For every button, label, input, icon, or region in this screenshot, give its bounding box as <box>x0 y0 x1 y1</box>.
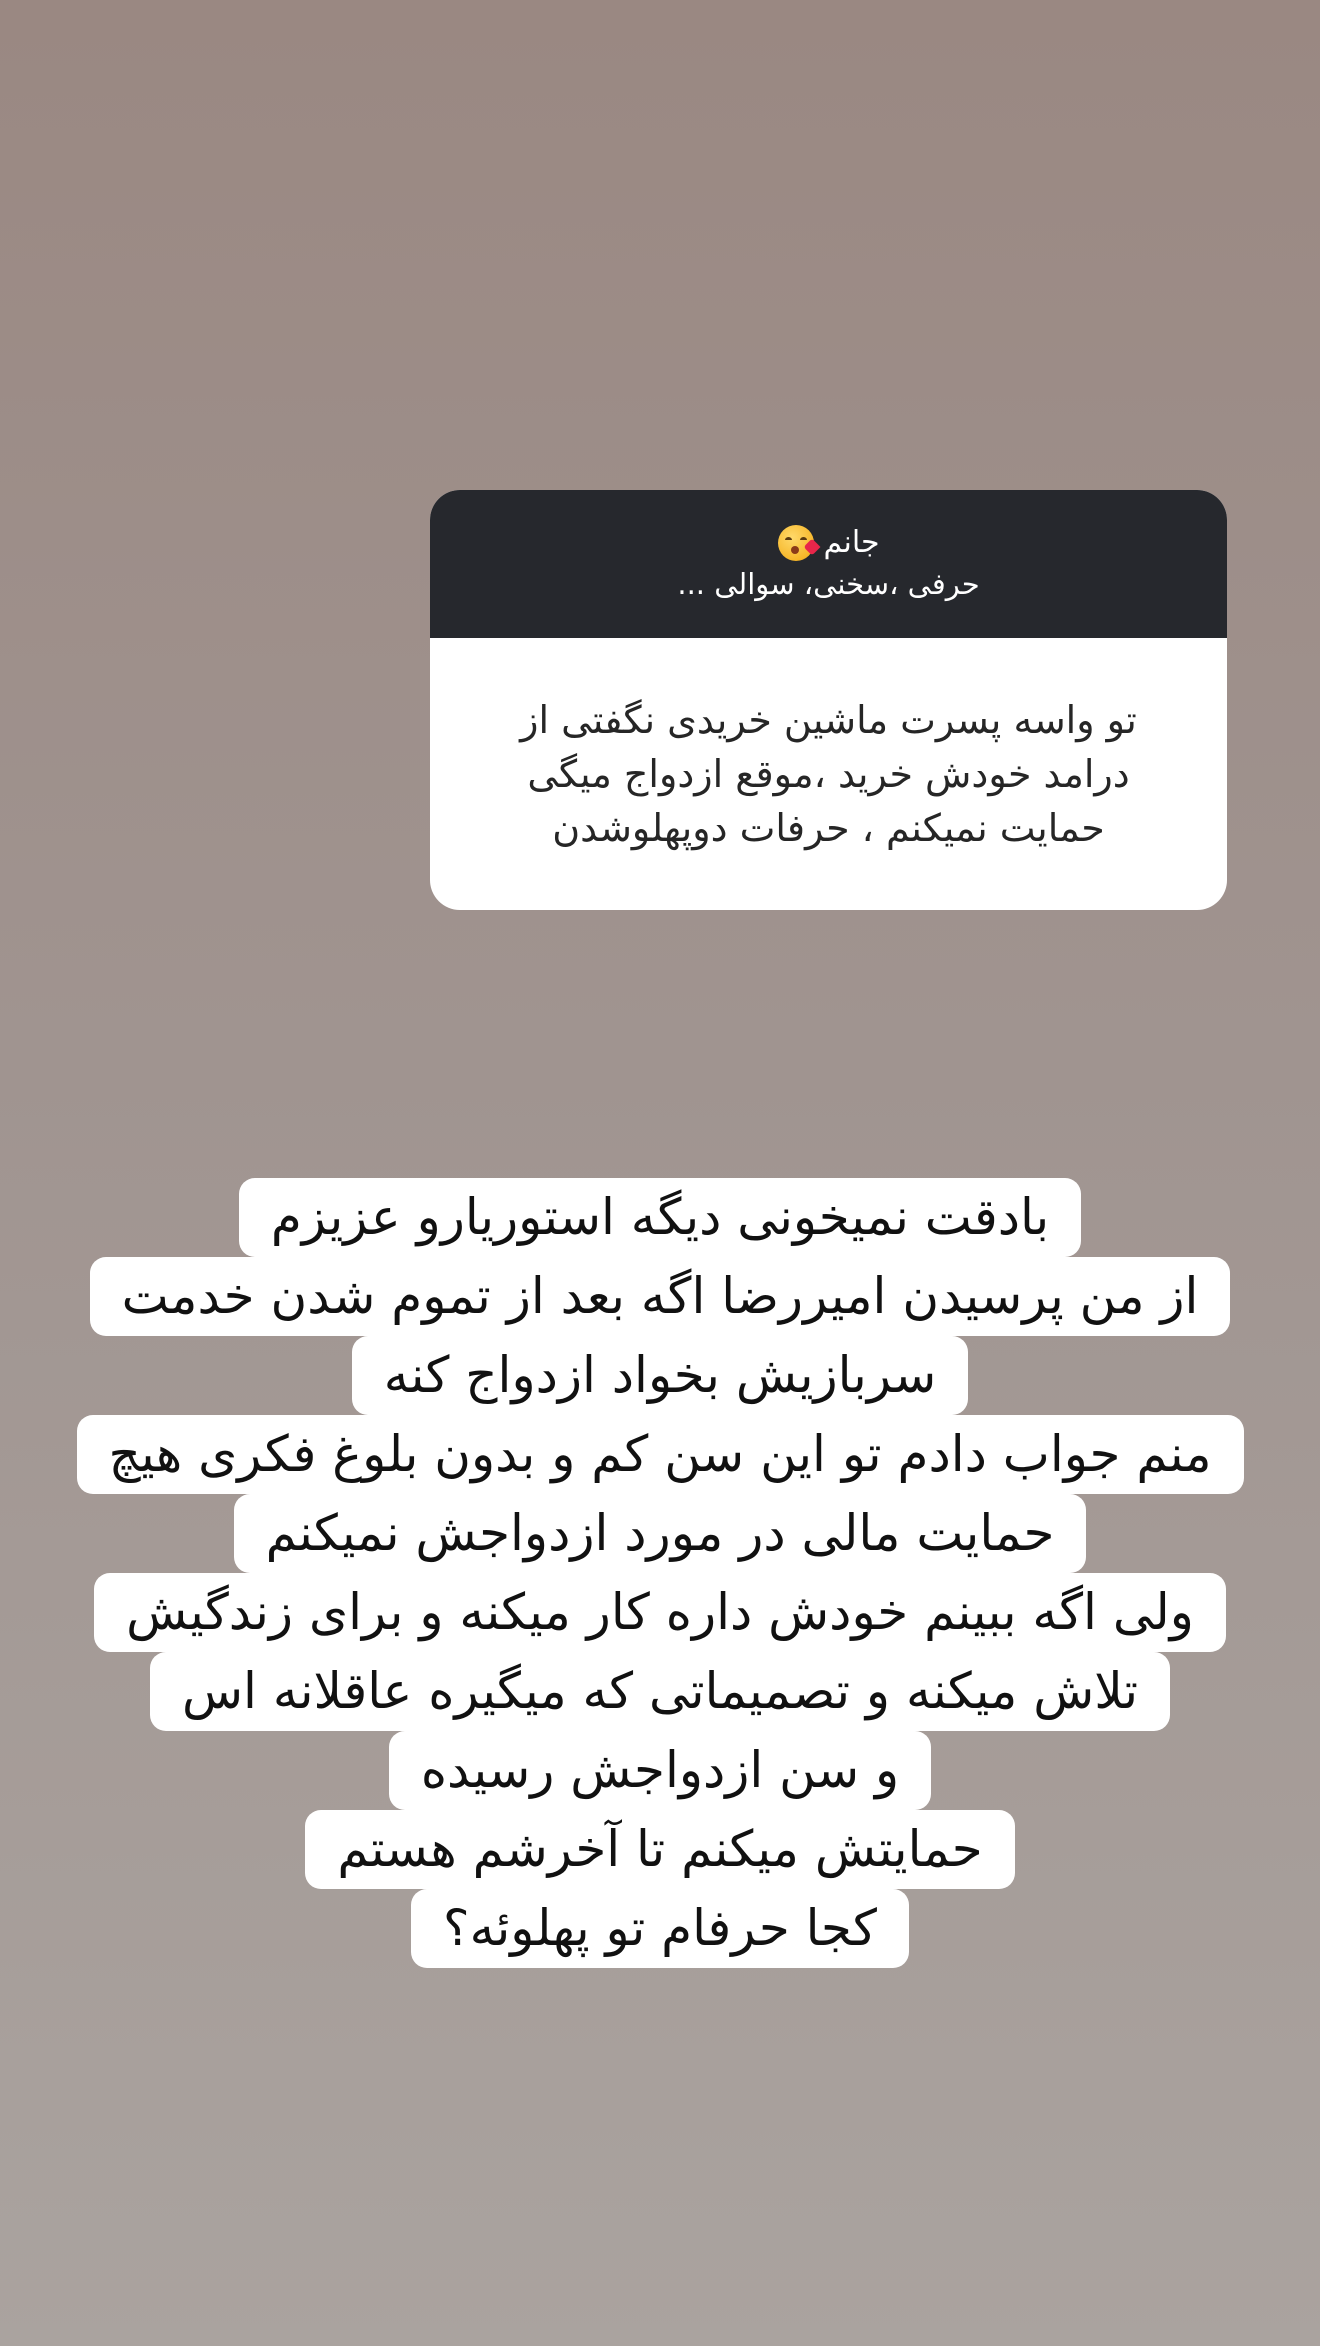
question-subtitle: حرفی ،سخنی، سوالی ... <box>677 567 980 601</box>
question-sticker-header <box>430 490 1227 638</box>
answer-line: تلاش میکنه و تصمیماتی که میگیره عاقلانه اس <box>150 1652 1170 1731</box>
answer-line: کجا حرفام تو پهلوئه؟ <box>411 1889 909 1968</box>
question-title-row <box>778 524 880 562</box>
answer-line: و سن ازدواجش رسیده <box>389 1731 931 1810</box>
question-sticker[interactable] <box>430 490 1227 910</box>
answer-text-block <box>0 1178 1320 1968</box>
answer-line: سربازیش بخواد ازدواج کنه <box>352 1336 969 1415</box>
answer-line: منم جواب دادم تو این سن کم و بدون بلوغ فکری هیچ <box>77 1415 1244 1494</box>
answer-line: حمایتش میکنم تا آخرشم هستم <box>305 1810 1014 1889</box>
answer-line: بادقت نمیخونی دیگه استوریارو عزیزم <box>239 1178 1081 1257</box>
kissing-face-emoji-icon <box>778 525 814 561</box>
answer-line: حمایت مالی در مورد ازدواجش نمیکنم <box>234 1494 1087 1573</box>
question-response-area <box>430 638 1227 910</box>
answer-line: از من پرسیدن امیررضا اگه بعد از تموم شدن خدمت <box>90 1257 1231 1336</box>
question-response-text: تو واسه پسرت ماشین خریدی نگفتی از درامد خودش خرید ،موقع ازدواج میگی حمایت نمیکنم ، حرفات دوپهلوشدن <box>520 698 1137 850</box>
question-title: جانم <box>823 525 880 560</box>
answer-line: ولی اگه ببینم خودش داره کار میکنه و برای زندگیش <box>94 1573 1226 1652</box>
